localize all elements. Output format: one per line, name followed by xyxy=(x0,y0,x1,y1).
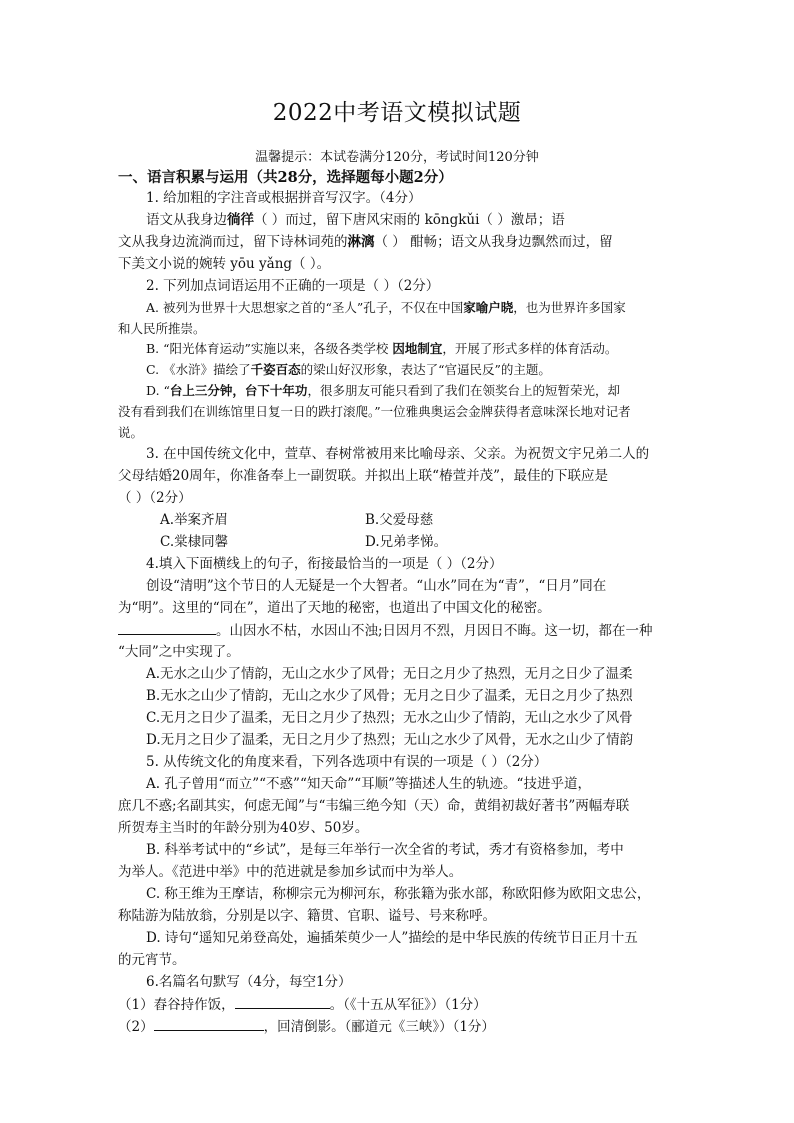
q4-option-d: D.无月之日少了温柔，无日之月少了热烈；无山之水少了风骨，无水之山少了情韵 xyxy=(146,732,634,748)
q6-item-2: （2） ，回清倒影。（郦道元《三峡》）（1分） xyxy=(118,1019,495,1035)
exam-title: 2022中考语文模拟试题 xyxy=(272,100,522,126)
q6-item-1: （1）舂谷持作饭， 。（《十五从军征》）（1分） xyxy=(118,997,487,1013)
q4-passage: 为“明”。这里的“同在”，道出了天地的秘密，也道出了中国文化的秘密。 xyxy=(118,600,551,616)
q4-option-b: B.无水之山少了情韵，无山之水少了风骨；无月之日少了温柔，无日之月少了热烈 xyxy=(146,688,633,704)
q1-stem: 1. 给加粗的字注音或根据拼音写汉字。（4分） xyxy=(146,190,422,206)
q3-stem-cont: （ ）（2分） xyxy=(118,490,192,506)
q2-option-c: C. 《水浒》描绘了千姿百态的梁山好汉形象，表达了“官逼民反”的主题。 xyxy=(146,362,551,377)
q2-option-b: B. “阳光体育运动”实施以来，各级各类学校 因地制宜，开展了形式多样的体育活动。 xyxy=(146,341,618,356)
q1-line: 下美文小说的婉转 yōu yǎng（ ）。 xyxy=(118,256,331,272)
q4-stem: 4.填入下面横线上的句子，衔接最恰当的一项是（ ）（2分） xyxy=(146,556,503,572)
q3-stem: 3. 在中国传统文化中，萱草、春树常被用来比喻母亲、父亲。为祝贺文宇兄弟二人的 xyxy=(146,446,650,462)
q4-option-a: A.无水之山少了情韵，无山之水少了风骨；无日之月少了热烈，无月之日少了温柔 xyxy=(146,666,633,682)
answer-blank[interactable] xyxy=(154,1017,264,1031)
q5-option-d-cont: 的元宵节。 xyxy=(118,952,186,968)
q6-stem: 6.名篇名句默写（4分，每空1分） xyxy=(146,974,352,990)
q3-stem-cont: 父母结婚20周年，你准备奉上一副贺联。并拟出上联“椿萱并茂”，最佳的下联应是 xyxy=(118,468,608,484)
q2-option-a-cont: 和人民所推崇。 xyxy=(118,321,206,336)
q5-option-b: B. 科举考试中的“乡试”，是每三年举行一次全省的考试，秀才有资格参加，考中 xyxy=(146,842,624,858)
q5-stem: 5. 从传统文化的角度来看，下列各选项中有误的一项是（ ）（2分） xyxy=(146,754,548,770)
q2-option-d-cont: 没有看到我们在训练馆里日复一日的跌打滚爬。”一位雅典奥运会金牌获得者意味深长地对记者 xyxy=(118,404,631,419)
q5-option-c-cont: 称陆游为陆放翁，分别是以字、籍贯、官职、谥号、号来称呼。 xyxy=(118,908,496,924)
q5-option-d: D. 诗句“遥知兄弟登高处，遍插茱萸少一人”描绘的是中华民族的传统节日正月十五 xyxy=(146,930,638,946)
q2-option-a: A. 被列为世界十大思想家之首的“圣人”孔子，不仅在中国家喻户晓，也为世界许多国家 xyxy=(146,300,626,315)
q4-option-c: C.无月之日少了温柔，无日之月少了热烈；无水之山少了情韵，无山之水少了风骨 xyxy=(146,710,633,726)
q5-option-c: C. 称王维为王摩诘，称柳宗元为柳河东，称张籍为张水部，称欧阳修为欧阳文忠公， xyxy=(146,886,651,902)
q2-option-d-cont: 说。 xyxy=(118,425,144,440)
section-heading: 一、语言积累与运用（共28分，选择题每小题2分） xyxy=(118,169,453,186)
q2-stem: 2. 下列加点词语运用不正确的一项是（ ）（2分） xyxy=(146,278,440,294)
exam-tip: 温馨提示：本试卷满分120分，考试时间120分钟 xyxy=(255,150,539,165)
q1-line: 文从我身边流淌而过，留下诗林词苑的淋漓（ ） 酣畅；语文从我身边飘然而过，留 xyxy=(118,234,613,250)
q5-option-a: A. 孔子曾用“而立”“不惑”“知天命”“耳顺”等描述人生的轨迹。“技进乎道， xyxy=(146,776,591,792)
q5-option-a-cont: 庶几不惑;名副其实，何虑无闻”与“韦编三绝今知（天）命，黄绢初裁好著书”两幅寿联 xyxy=(118,798,630,814)
q5-option-a-cont: 所贺寿主当时的年龄分别为40岁、50岁。 xyxy=(118,820,369,836)
q1-line: 语文从我身边徜徉（ ）而过，留下唐风宋雨的 kōngkǔi（ ）激昂；语 xyxy=(146,212,565,228)
q4-passage: 创设“清明”这个节日的人无疑是一个大智者。“山水”同在为“青”，“日月”同在 xyxy=(146,578,607,594)
q3-option-a: A.举案齐眉 xyxy=(160,512,229,528)
q5-option-b-cont: 为举人。《范进中举》中的范进就是参加乡试而中为举人。 xyxy=(118,864,463,880)
q4-passage: “大同”之中实现了。 xyxy=(118,644,240,660)
q3-option-c: C.棠棣同馨 xyxy=(160,534,229,550)
answer-blank[interactable] xyxy=(118,621,216,635)
q3-option-d: D.兄弟孝悌。 xyxy=(365,534,448,550)
answer-blank[interactable] xyxy=(235,995,330,1009)
q3-option-b: B.父爱母慈 xyxy=(365,512,434,528)
q2-option-d: D. “台上三分钟，台下十年功，很多朋友可能只看到了我们在领奖台上的短暂荣光，却 xyxy=(146,383,620,398)
q4-passage: 。山因水不枯，水因山不浊;日因月不烈，月因日不晦。这一切，都在一种 xyxy=(118,621,653,640)
